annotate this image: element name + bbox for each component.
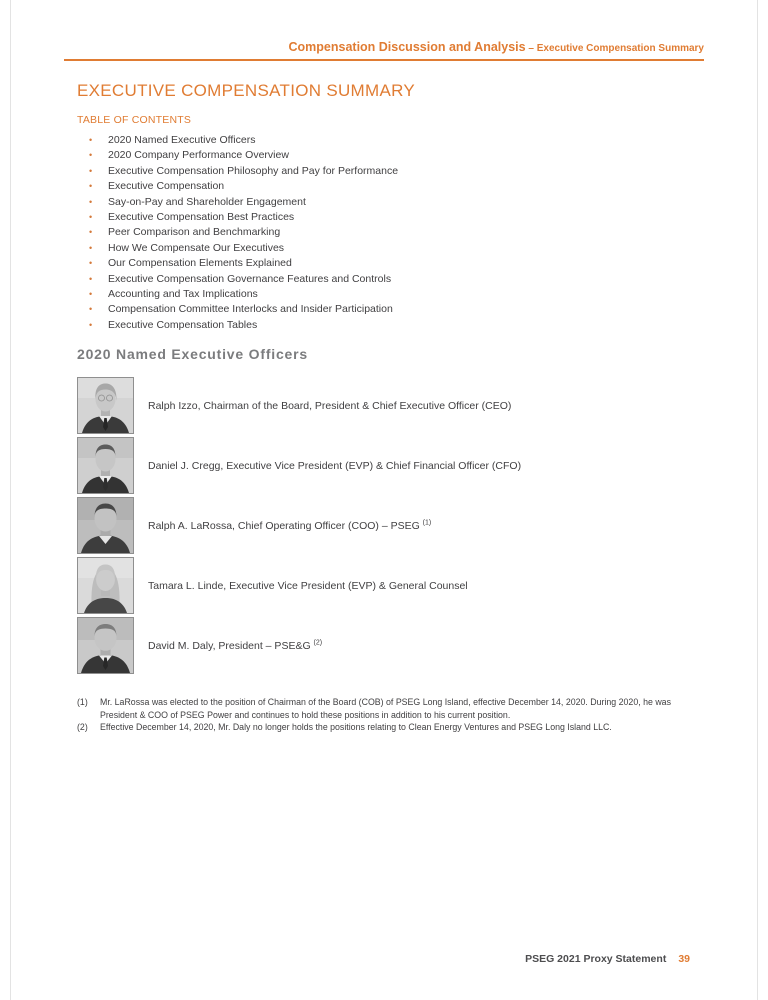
header-subsection-title: – Executive Compensation Summary [525, 43, 704, 54]
toc-item-label: Executive Compensation Tables [108, 318, 258, 331]
david-daly-photo [77, 617, 134, 674]
toc-item [89, 179, 398, 194]
bullet-icon: • [89, 150, 93, 161]
toc-item [89, 272, 398, 287]
officer-row [77, 557, 521, 614]
page-title: EXECUTIVE COMPENSATION SUMMARY [77, 81, 416, 100]
page-footer [525, 949, 690, 967]
bullet-icon: • [89, 319, 93, 330]
officer-name-text: Ralph A. LaRossa, Chief Operating Officer (COO) – PSEG [148, 519, 423, 532]
toc-item-label: Executive Compensation Best Practices [108, 211, 295, 224]
bullet-icon: • [89, 165, 93, 176]
bullet-icon: • [89, 181, 93, 192]
officer-name [148, 580, 468, 592]
toc-list [89, 133, 398, 333]
bullet-icon: • [89, 273, 93, 284]
toc-item [89, 133, 398, 148]
bullet-icon: • [89, 304, 93, 315]
officer-row [77, 617, 521, 674]
page-right-edge [757, 0, 758, 1000]
officer-name-text: David M. Daly, President – PSE&G [148, 639, 314, 652]
bullet-icon: • [89, 289, 93, 300]
toc-item-label: Accounting and Tax Implications [108, 288, 258, 301]
header-section-title: Compensation Discussion and Analysis [288, 40, 526, 54]
footnote-ref: (1) [422, 519, 432, 526]
toc-item-label: 2020 Named Executive Officers [108, 134, 256, 146]
bullet-icon: • [89, 196, 93, 207]
page-left-edge [10, 0, 11, 1000]
tamara-linde-photo [77, 557, 134, 614]
officer-row [77, 377, 521, 434]
footnotes [77, 696, 677, 734]
toc-item-label: How We Compensate Our Executives [108, 241, 285, 254]
officer-row [77, 437, 521, 494]
officer-row [77, 497, 521, 554]
toc-item [89, 195, 398, 210]
running-header [64, 38, 704, 56]
toc-item-label: Our Compensation Elements Explained [108, 257, 292, 270]
toc-item-label: Executive Compensation Governance Features and Controls [108, 272, 392, 285]
toc-item-label: Peer Comparison and Benchmarking [108, 226, 281, 239]
officer-name [148, 640, 322, 652]
bullet-icon: • [89, 242, 93, 253]
toc-item [89, 318, 398, 333]
officer-name [148, 400, 511, 412]
toc-item-label: 2020 Company Performance Overview [108, 149, 289, 162]
toc-item [89, 256, 398, 271]
footnote [77, 696, 677, 721]
toc-item [89, 164, 398, 179]
officer-name-text: Daniel J. Cregg, Executive Vice President (EVP) & Chief Financial Officer (CFO) [148, 459, 522, 472]
ralph-izzo-photo [77, 377, 134, 434]
toc-item [89, 241, 398, 256]
footnote-text: Effective December 14, 2020, Mr. Daly no longer holds the positions relating to Clean Energy Ventures and PSEG Long Island LLC. [100, 722, 612, 733]
officer-list [77, 377, 521, 677]
bullet-icon: • [89, 212, 93, 223]
toc-item [89, 148, 398, 163]
footnote-ref: (2) [313, 639, 323, 646]
officer-name-text: Ralph Izzo, Chairman of the Board, President & Chief Executive Officer (CEO) [148, 399, 512, 412]
footnote-marker: (1) [77, 697, 88, 707]
officer-name-text: Tamara L. Linde, Executive Vice President (EVP) & General Counsel [148, 579, 468, 592]
footnote-marker: (2) [77, 722, 88, 733]
officer-name [148, 460, 521, 472]
footnote-text: Mr. LaRossa was elected to the position of Chairman of the Board (COB) of PSEG Long Island, effective December 14, 2020. During 2020, he was President & COO of PSEG Power and continues to hold these positions in addition to his current position. [100, 697, 671, 720]
bullet-icon: • [89, 258, 93, 269]
footnote [77, 721, 677, 734]
daniel-cregg-photo [77, 437, 134, 494]
footer-page-number: 39 [678, 953, 690, 965]
bullet-icon: • [89, 135, 93, 145]
neo-section-heading: 2020 Named Executive Officers [77, 346, 308, 362]
toc-item-label: Say-on-Pay and Shareholder Engagement [108, 195, 306, 208]
toc-item-label: Compensation Committee Interlocks and Insider Participation [108, 303, 393, 316]
toc-item [89, 287, 398, 302]
footer-document-title: PSEG 2021 Proxy Statement [525, 953, 667, 965]
bullet-icon: • [89, 227, 93, 238]
header-divider-rule [64, 59, 704, 61]
officer-name [148, 520, 431, 532]
toc-item-label: Executive Compensation [108, 180, 225, 193]
toc-item [89, 225, 398, 240]
toc-item [89, 210, 398, 225]
toc-item-label: Executive Compensation Philosophy and Pay for Performance [108, 164, 399, 177]
toc-heading: TABLE OF CONTENTS [77, 114, 192, 126]
toc-item [89, 302, 398, 317]
ralph-larossa-photo [77, 497, 134, 554]
